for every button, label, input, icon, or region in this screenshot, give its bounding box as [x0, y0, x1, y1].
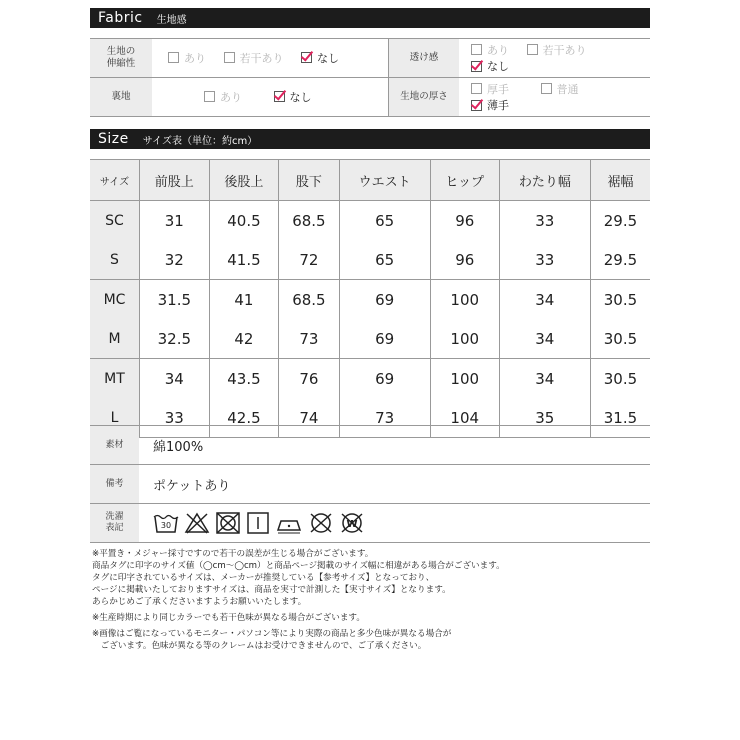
- fabric-row: [90, 39, 650, 78]
- notes: [92, 548, 652, 652]
- svg-text:W: W: [346, 519, 358, 530]
- size-cell: 72: [279, 240, 339, 280]
- size-cell: 34: [140, 359, 210, 399]
- table-row: [90, 359, 650, 399]
- size-cell: SC: [90, 201, 140, 241]
- table-row: [90, 280, 650, 320]
- remarks-row: [90, 465, 650, 504]
- size-cell: 29.5: [590, 201, 650, 241]
- sheer-options: [459, 39, 650, 78]
- size-cell: 34: [499, 319, 590, 359]
- info-table: [90, 425, 650, 543]
- checkbox-icon: [168, 52, 179, 63]
- size-cell: 104: [430, 398, 499, 438]
- note-line: ページに掲載いたしておりますサイズは、商品を実寸で計測した【実寸サイズ】となります。: [92, 585, 451, 595]
- size-cell: 40.5: [209, 201, 279, 241]
- lining-options: [152, 78, 389, 117]
- size-cell: 74: [279, 398, 339, 438]
- size-cell: 30.5: [590, 359, 650, 399]
- note-line: 商品タグに印字のサイズ値（◯cm〜◯cm）と商品ページ掲載のサイズ幅に相違がある場合がございます。: [92, 561, 505, 571]
- line-dry-icon: [246, 511, 270, 535]
- lining-label: [90, 78, 152, 117]
- table-row: [90, 240, 650, 280]
- option-label: なし: [487, 60, 509, 73]
- no-tumble-dry-icon: [215, 511, 241, 535]
- size-cell: S: [90, 240, 140, 280]
- size-cell: 76: [279, 359, 339, 399]
- col-header-thigh: わたり幅: [499, 160, 590, 201]
- size-cell: 65: [339, 240, 430, 280]
- size-cell: 68.5: [279, 280, 339, 320]
- size-cell: 65: [339, 201, 430, 241]
- checked-checkbox-icon: [471, 61, 482, 72]
- note-line: ※生産時期により同じカラーでも若干色味が異なる場合がございます。: [92, 613, 365, 623]
- stretch-option-yes: [168, 50, 206, 66]
- size-cell: 100: [430, 280, 499, 320]
- size-cell: 29.5: [590, 240, 650, 280]
- checkbox-icon: [527, 44, 538, 55]
- col-header-waist: ウエスト: [339, 160, 430, 201]
- size-cell: 33: [499, 240, 590, 280]
- option-label: なし: [289, 90, 312, 104]
- care-row: [90, 504, 650, 543]
- size-cell: 31.5: [140, 280, 210, 320]
- care-label: [90, 504, 139, 543]
- col-header-front-rise: 前股上: [140, 160, 210, 201]
- size-section-header: [90, 129, 650, 149]
- thickness-option-thin: [471, 97, 509, 113]
- remarks-value: ポケットあり: [139, 465, 650, 504]
- material-row: [90, 426, 650, 465]
- option-label: なし: [317, 51, 339, 65]
- col-header-hem: 裾幅: [590, 160, 650, 201]
- option-label: あり: [184, 51, 206, 65]
- thickness-options: [459, 78, 650, 117]
- size-header-row: [90, 160, 650, 201]
- size-cell: 34: [499, 280, 590, 320]
- size-cell: 41.5: [209, 240, 279, 280]
- size-cell: 73: [279, 319, 339, 359]
- checked-checkbox-icon: [301, 52, 312, 63]
- fabric-section-header: [90, 8, 650, 28]
- table-row: [90, 319, 650, 359]
- size-cell: 41: [209, 280, 279, 320]
- size-cell: 69: [339, 280, 430, 320]
- size-cell: 31: [140, 201, 210, 241]
- size-cell: 42: [209, 319, 279, 359]
- thickness-option-normal: [541, 81, 579, 97]
- option-label: あり: [220, 90, 242, 104]
- size-cell: 35: [499, 398, 590, 438]
- size-cell: 96: [430, 201, 499, 241]
- fabric-title-jp: 生地感: [156, 14, 187, 26]
- material-label: 素材: [90, 426, 139, 465]
- checkbox-icon: [471, 44, 482, 55]
- size-table: [90, 159, 650, 438]
- thickness-option-thick: [471, 81, 509, 97]
- no-wet-clean-icon: [339, 511, 365, 535]
- size-cell: 30.5: [590, 319, 650, 359]
- note-line: タグに印字されているサイズは、メーカーが推奨している【参考サイズ】となっており、: [92, 573, 435, 583]
- size-cell: 33: [499, 201, 590, 241]
- table-row: [90, 201, 650, 241]
- size-cell: 100: [430, 319, 499, 359]
- size-cell: 32.5: [140, 319, 210, 359]
- size-cell: 32: [140, 240, 210, 280]
- size-cell: 69: [339, 319, 430, 359]
- option-label: 若干あり: [542, 43, 587, 57]
- lining-option-none: [274, 89, 312, 105]
- svg-text:30: 30: [160, 521, 172, 530]
- stretch-options: [152, 39, 389, 78]
- lining-label-text: 裏地: [111, 91, 131, 102]
- size-title-jp: サイズ表（単位：約cm）: [142, 135, 258, 147]
- size-cell: 96: [430, 240, 499, 280]
- size-cell: 68.5: [279, 201, 339, 241]
- size-cell: 42.5: [209, 398, 279, 438]
- lining-option-yes: [204, 89, 242, 105]
- size-cell: 33: [140, 398, 210, 438]
- checkbox-icon: [204, 91, 215, 102]
- checkbox-icon: [541, 83, 552, 94]
- option-label: 普通: [556, 82, 579, 96]
- stretch-label-line2: 伸縮性: [106, 58, 136, 69]
- option-label: 厚手: [487, 82, 509, 96]
- size-cell: M: [90, 319, 140, 359]
- wash-30-icon: [153, 511, 179, 535]
- iron-low-icon: [275, 511, 303, 535]
- sheer-option-slight: [527, 42, 587, 58]
- size-cell: 73: [339, 398, 430, 438]
- option-label: 薄手: [487, 99, 509, 112]
- fabric-row: [90, 78, 650, 117]
- size-cell: MT: [90, 359, 140, 399]
- note-line: ございます。色味が異なる等のクレームはお受けできませんので、ご了承ください。: [92, 641, 427, 651]
- stretch-option-none: [301, 50, 339, 66]
- checkbox-icon: [471, 83, 482, 94]
- note-line: ※平置き・メジャー採寸ですので若干の誤差が生じる場合がございます。: [92, 549, 374, 559]
- option-label: あり: [487, 43, 509, 57]
- sheer-option-yes: [471, 42, 509, 58]
- checked-checkbox-icon: [471, 100, 482, 111]
- col-header-hip: ヒップ: [430, 160, 499, 201]
- size-cell: 69: [339, 359, 430, 399]
- sheer-option-none: [471, 58, 509, 74]
- size-cell: L: [90, 398, 140, 438]
- stretch-label-line1: 生地の: [106, 46, 136, 57]
- col-header-back-rise: 後股上: [209, 160, 279, 201]
- size-cell: 43.5: [209, 359, 279, 399]
- size-cell: MC: [90, 280, 140, 320]
- sheer-label: [389, 39, 460, 78]
- remarks-label: 備考: [90, 465, 139, 504]
- option-label: 若干あり: [239, 51, 284, 65]
- checked-checkbox-icon: [274, 91, 285, 102]
- care-icons: [139, 504, 650, 543]
- no-bleach-icon: [184, 511, 210, 535]
- stretch-label: [90, 39, 152, 78]
- size-cell: 31.5: [590, 398, 650, 438]
- thickness-label-text: 生地の厚さ: [400, 91, 448, 102]
- size-cell: 30.5: [590, 280, 650, 320]
- stretch-option-slight: [224, 50, 284, 66]
- size-cell: 100: [430, 359, 499, 399]
- no-dry-clean-icon: [308, 511, 334, 535]
- size-title-en: Size: [98, 131, 129, 147]
- material-value: 綿100%: [139, 426, 650, 465]
- note-line: あらかじめご了承くださいますようお願いいたします。: [92, 597, 307, 607]
- note-line: ※画像はご覧になっているモニター・パソコン等により実際の商品と多少色味が異なる場合が: [92, 629, 452, 639]
- col-header-inseam: 股下: [279, 160, 339, 201]
- col-header-size: サイズ: [90, 160, 140, 201]
- care-label-line1: 洗濯: [105, 512, 124, 522]
- checkbox-icon: [224, 52, 235, 63]
- sheer-label-text: 透け感: [409, 52, 439, 63]
- care-label-line2: 表記: [105, 523, 124, 533]
- fabric-table: [90, 38, 650, 117]
- thickness-label: [389, 78, 460, 117]
- fabric-title-en: Fabric: [98, 10, 143, 26]
- size-cell: 34: [499, 359, 590, 399]
